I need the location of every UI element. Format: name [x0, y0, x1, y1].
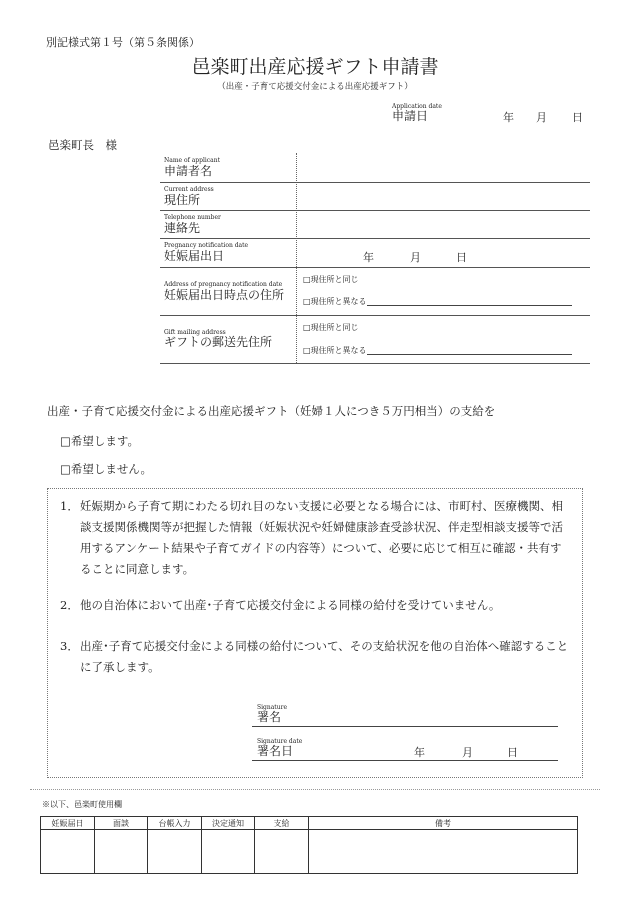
- notification-address-label-en: Address of pregnancy notification date: [164, 281, 283, 288]
- consent-item-1: 妊娠期から子育て期にわたる切れ目のない支援に必要となる場合には、市町村、医療機関、相談支援関係機関等が把握した情報（妊娠状況や妊婦健康診査受診状況、伴走型相談支援等で活用するアンケート結果や子育てガイドの内容等）について、必要に応じて相互に確認・共有することに同意します。: [80, 499, 563, 576]
- office-col-ledger: 台帳入力: [148, 817, 202, 830]
- gift-address-label: ギフトの郵送先住所: [164, 335, 273, 349]
- notification-different-checkbox[interactable]: [303, 297, 572, 306]
- pregnancy-year-label: 年: [363, 251, 374, 264]
- application-date-label: 申請日: [392, 109, 429, 123]
- current-address-field[interactable]: [298, 183, 588, 209]
- current-address-label-en: Current address: [164, 186, 214, 193]
- notification-different-label: □現住所と異なる: [303, 297, 367, 306]
- consent-item-2-number: 2．: [60, 598, 79, 612]
- pregnancy-month-label: 月: [410, 251, 421, 264]
- application-month-label: 月: [536, 111, 547, 124]
- consent-item-1-number: 1．: [60, 499, 79, 513]
- signature-label-en: Signature: [257, 704, 288, 711]
- form-number: 別記様式第１号（第５条関係）: [46, 36, 200, 49]
- wish-yes-checkbox[interactable]: □希望します。: [60, 434, 139, 448]
- addressee: 邑楽町長 様: [48, 138, 117, 152]
- table-divider: [296, 153, 297, 363]
- office-use-note: ※以下、邑楽町使用欄: [42, 800, 122, 809]
- gift-same-checkbox[interactable]: □現住所と同じ: [303, 323, 359, 332]
- row-line: [160, 315, 590, 316]
- office-cell[interactable]: [309, 830, 578, 874]
- office-divider: [30, 789, 600, 790]
- row-line: [160, 238, 590, 239]
- signature-month-label: 月: [462, 746, 473, 759]
- signature-label: 署名: [257, 710, 282, 724]
- row-line: [160, 363, 590, 364]
- pregnancy-date-label-en: Pregnancy notification date: [164, 242, 249, 249]
- wish-no-checkbox[interactable]: □希望しません。: [60, 462, 153, 476]
- page-title: 邑楽町出産応援ギフト申請書: [191, 56, 439, 78]
- payment-question: 出産・子育て応援交付金による出産応援ギフト（妊婦１人につき５万円相当）の支給を: [47, 404, 496, 418]
- pregnancy-day-label: 日: [456, 251, 467, 264]
- gift-address-line[interactable]: [367, 346, 572, 355]
- signature-year-label: 年: [414, 746, 425, 759]
- office-cell[interactable]: [41, 830, 95, 874]
- pregnancy-date-label: 妊娠届出日: [164, 249, 225, 263]
- office-col-pregnancy: 妊娠届日: [41, 817, 95, 830]
- application-year-label: 年: [503, 111, 514, 124]
- row-line: [160, 267, 590, 268]
- office-cell[interactable]: [202, 830, 255, 874]
- gift-different-checkbox[interactable]: [303, 346, 572, 355]
- signature-date-label: 署名日: [257, 744, 294, 758]
- current-address-label: 現住所: [164, 193, 201, 207]
- office-cell[interactable]: [255, 830, 309, 874]
- office-col-remarks: 備考: [309, 817, 578, 830]
- telephone-label: 連絡先: [164, 221, 201, 235]
- telephone-field[interactable]: [298, 211, 588, 237]
- office-cell[interactable]: [148, 830, 202, 874]
- office-cell[interactable]: [95, 830, 148, 874]
- gift-address-label-en: Gift mailing address: [164, 329, 226, 336]
- office-col-interview: 面談: [95, 817, 148, 830]
- notification-address-label: 妊娠届出日時点の住所: [164, 288, 285, 302]
- signature-date-label-en: Signature date: [257, 738, 303, 745]
- signature-field[interactable]: [252, 704, 558, 727]
- application-day-label: 日: [572, 111, 583, 124]
- signature-day-label: 日: [507, 746, 518, 759]
- applicant-name-field[interactable]: [298, 154, 588, 181]
- consent-item-2: 他の自治体において出産･子育て応援交付金による同様の給付を受けていません。: [80, 598, 501, 612]
- notification-address-line[interactable]: [367, 297, 572, 306]
- office-col-payment: 支給: [255, 817, 309, 830]
- office-col-decision: 決定通知: [202, 817, 255, 830]
- application-date-label-en: Application date: [392, 103, 442, 110]
- consent-item-3: 出産･子育て応援交付金による同様の給付について、その支給状況を他の自治体へ確認することに了承します。: [80, 639, 569, 674]
- notification-same-checkbox[interactable]: □現住所と同じ: [303, 275, 359, 284]
- page-subtitle: （出産・子育て応援交付金による出産応援ギフト）: [217, 82, 413, 92]
- telephone-label-en: Telephone number: [164, 214, 221, 221]
- office-use-table: [40, 816, 578, 874]
- consent-item-3-number: 3．: [60, 639, 79, 653]
- gift-different-label: □現住所と異なる: [303, 346, 367, 355]
- applicant-name-label-en: Name of applicant: [164, 157, 221, 164]
- applicant-name-label: 申請者名: [164, 164, 213, 178]
- signature-date-field[interactable]: [252, 738, 558, 761]
